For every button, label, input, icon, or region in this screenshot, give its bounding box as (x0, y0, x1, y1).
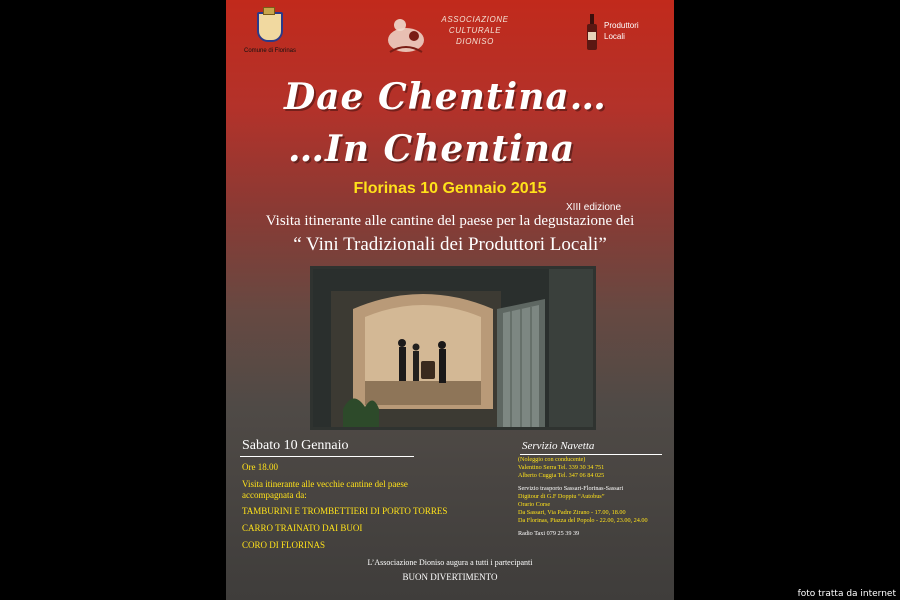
program-line-2: accompagnata da: (242, 490, 307, 500)
event-date: Florinas 10 Gennaio 2015 (353, 180, 547, 197)
program-group-3: CORO DI FLORINAS (242, 540, 326, 550)
produttori-name (604, 20, 639, 42)
produttori-logo (582, 14, 662, 58)
visit-description: Visita itinerante alle cantine del paese per la degustazione dei (265, 213, 635, 229)
associazione-line-3: DIONISO (456, 37, 494, 46)
footer-closing: BUON DIVERTIMENTO (402, 572, 498, 582)
cellar-scene-illustration (313, 269, 593, 427)
image-caption: foto tratta da internet (797, 589, 896, 599)
program-day-underline (240, 456, 414, 457)
shuttle-details (518, 456, 672, 538)
schedule-line-2: Da Florinas, Piazza del Popolo - 22.00, 23.00, 24.00 (518, 516, 648, 524)
event-poster (226, 0, 674, 600)
associazione-logo (384, 10, 524, 60)
transport-service: Servizio trasporto Sassari-Florinas-Sassari (518, 485, 624, 493)
shuttle-heading-underline (520, 454, 662, 455)
produttori-line-2: Locali (604, 32, 625, 41)
transport-operator: Digitour di G.F Doppiu “Autobus” (518, 493, 605, 501)
shuttle-contact-2: Alberto Cuggia Tel. 347 06 84 025 (518, 471, 605, 479)
associazione-name (430, 14, 520, 47)
schedule-line-1: Da Sassari, Via Padre Zirano - 17.00, 18.00 (518, 508, 626, 516)
associazione-line-2: CULTURALE (448, 26, 502, 35)
title-line-2: …In Chentina (288, 128, 576, 170)
radio-taxi: Radio Taxi 079 25 39 39 (518, 530, 580, 538)
edition-label: XIII edizione (566, 202, 622, 213)
shuttle-note: (Noleggio con conducente) (518, 456, 586, 463)
wines-headline: “ Vini Tradizionali dei Produttori Locali” (293, 234, 607, 255)
program-details (242, 462, 472, 552)
shuttle-heading: Servizio Navetta (522, 440, 595, 452)
coat-of-arms-icon (257, 12, 283, 42)
comune-logo (240, 12, 300, 54)
title-line-1: Dae Chentina… (284, 76, 607, 118)
program-day: Sabato 10 Gennaio (242, 438, 349, 453)
program-group-1: TAMBURINI E TROMBETTIERI DI PORTO TORRES (242, 506, 448, 516)
wine-bottle-icon (586, 14, 598, 50)
program-group-2: CARRO TRAINATO DAI BUOI (242, 523, 363, 533)
program-line-1: Visita itinerante alle vecchie cantine del paese (242, 479, 408, 489)
program-time: Ore 18.00 (242, 462, 278, 472)
schedule-label: Orario Corse (518, 500, 551, 508)
dionysus-figure-icon (384, 12, 428, 56)
produttori-line-1: Produttori (604, 21, 639, 30)
cellar-photo (310, 266, 596, 430)
comune-caption: Comune di Florinas (243, 48, 297, 54)
shuttle-contact-1: Valentino Serra Tel. 339 30 34 751 (518, 463, 605, 471)
associazione-line-1: ASSOCIAZIONE (441, 15, 509, 24)
footer-wish: L’Associazione Dioniso augura a tutti i partecipanti (367, 558, 533, 567)
